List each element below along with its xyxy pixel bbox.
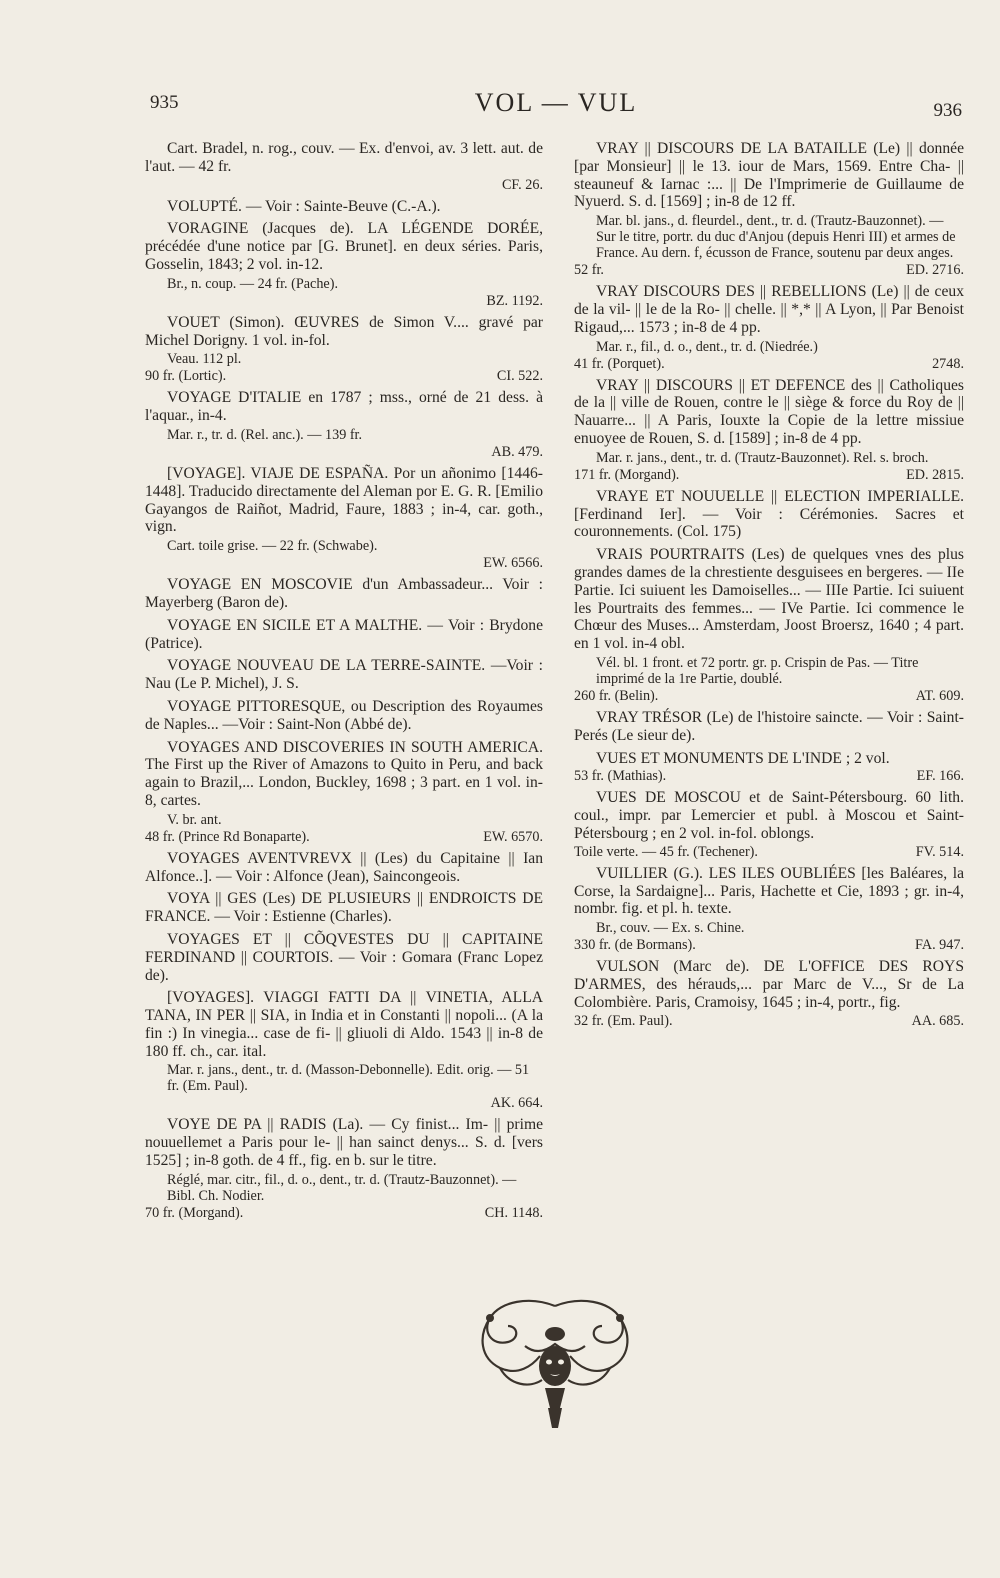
- entry-price-line: [574, 356, 964, 372]
- entry-text: VOYAGE EN SICILE ET A MALTHE. — Voir : Brydone (Patrice).: [145, 616, 543, 652]
- catalogue-entry: [145, 220, 543, 308]
- entry-text: VOYE DE PA || RADIS (La). — Cy finist... Im- || prime nouuellemet a Paris pour le- || han sainct denys... S. d. [vers 1525] ; in-8 goth. de 4 ff., fig. en b. sur le titre.: [145, 1116, 543, 1170]
- entry-text: VOYAGES AVENTVREVX || (Les) du Capitaine || Ian Alfonce..]. — Voir : Alfonce (Jean), Saincongeois.: [145, 849, 543, 885]
- entry-price-line: [574, 688, 964, 704]
- catalogue-entry: [145, 617, 543, 653]
- right-column: [574, 140, 964, 1034]
- entry-binding-note: Réglé, mar. citr., fil., d. o., dent., tr. d. (Trautz-Bauzonnet). — Bibl. Ch. Nodier.: [167, 1171, 517, 1204]
- entry-reference: ED. 2815.: [906, 466, 964, 483]
- entry-price-line: [145, 293, 543, 309]
- entry-text: VULSON (Marc de). DE L'OFFICE DES ROYS D'ARMES, des hérauds,... par Marc de V..., Sr de La Colombière. Paris, Cramoisy, 1645 ; in-4, portr., fig.: [574, 958, 964, 1011]
- catalogue-entry: [574, 709, 964, 745]
- entry-text: Cart. Bradel, n. rog., couv. — Ex. d'envoi, av. 3 lett. aut. de l'aut. — 42 fr.: [145, 140, 543, 175]
- page-header: [150, 88, 962, 128]
- entry-reference: AK. 664.: [490, 1095, 543, 1112]
- catalogue-entry: [574, 377, 964, 483]
- entry-binding-note: Vél. bl. 1 front. et 72 portr. gr. p. Crispin de Pas. — Titre imprimé de la 1re Partie, doublé.: [596, 654, 919, 687]
- entry-reference: BZ. 1192.: [486, 292, 543, 309]
- entry-text: [VOYAGES]. VIAGGI FATTI DA || VINETIA, ALLA TANA, IN PER || SIA, in India et in Constanti || nopoli... (A la fin :) In vinegia... case de fi- || gliuoli di Aldo. 1543 || in-8 de 180 ff. ch., car. ital.: [145, 989, 543, 1060]
- catalogue-entry: [574, 750, 964, 785]
- entry-binding-note: Veau. 112 pl.: [167, 351, 242, 368]
- entry-text: VOYA || GES (Les) DE PLUSIEURS || ENDROICTS DE FRANCE. — Voir : Estienne (Charles).: [145, 890, 543, 926]
- entry-price: 70 fr. (Morgand).: [145, 1204, 244, 1221]
- entry-price-line: [574, 262, 964, 278]
- entry-price-line: [145, 555, 543, 571]
- entry-reference: CH. 1148.: [484, 1204, 543, 1221]
- entry-price: 90 fr. (Lortic).: [145, 368, 227, 385]
- entry-text: [VOYAGE]. VIAJE DE ESPAÑA. Por un añonimo [1446-1448]. Traducido directamente del Aleman por E. G. R. [Emilio Gayangos de Raiñot, Madrid, Faure, 1883 ; in-4, car. goth., vign.: [145, 464, 543, 536]
- entry-price-line: [574, 768, 964, 784]
- catalogue-entry: [145, 465, 543, 571]
- entry-text: VOUET (Simon). ŒUVRES de Simon V.... gravé par Michel Dorigny. 1 vol. in-fol.: [145, 313, 543, 349]
- entry-binding-note: Cart. toile grise. — 22 fr. (Schwabe).: [167, 538, 378, 555]
- entry-text: VRAYE ET NOUUELLE || ELECTION IMPERIALLE. [Ferdinand Ier]. — Voir : Cérémonies. Sacres et couronnements. (Col. 175): [574, 487, 964, 541]
- entry-binding-note: Mar. r. jans., dent., tr. d. (Masson-Debonnelle). Edit. orig. — 51 fr. (Em. Paul).: [167, 1062, 530, 1095]
- entry-price-line: [145, 177, 543, 193]
- page-number-left: 935: [150, 92, 179, 113]
- entry-binding-note: Br., couv. — Ex. s. Chine.: [596, 920, 745, 937]
- entry-text: VOYAGES AND DISCOVERIES IN SOUTH AMERICA. The First up the River of Amazons to Quito in Peru, and back again to Brazil,... London, Buckley, 1698 ; 3 part. en 1 vol. in-8, cartes.: [145, 738, 543, 809]
- entry-price-line: [574, 1013, 964, 1029]
- entry-reference: 2748.: [932, 355, 964, 372]
- entry-binding-note: Mar. r., tr. d. (Rel. anc.). — 139 fr.: [167, 426, 363, 443]
- catalogue-entry: [145, 931, 543, 984]
- catalogue-entry: [145, 140, 543, 193]
- catalogue-entry: [574, 865, 964, 953]
- entry-price: 52 fr.: [574, 262, 604, 279]
- entry-text: VORAGINE (Jacques de). LA LÉGENDE DORÉE, précédée d'une notice par [G. Brunet]. en deux séries. Paris, Gosselin, 1843; 2 vol. in-12.: [145, 220, 543, 273]
- entry-reference: EW. 6570.: [483, 828, 543, 845]
- left-column: [145, 140, 543, 1226]
- entry-text: VRAY || DISCOURS || ET DEFENCE des || Catholiques de la || ville de Rouen, contre le || siège & force du Roy de || Nauarre... || A Paris, Iouxte la Copie de la lettre missiue enuoyee de Rouen, S. d. [1589] ; in-8 de 4 pp.: [574, 376, 964, 447]
- entry-price-line: [145, 1095, 543, 1111]
- catalogue-entry: [145, 739, 543, 845]
- catalogue-entry: [574, 958, 964, 1028]
- catalogue-entry: [574, 140, 964, 278]
- entry-reference: AA. 685.: [911, 1012, 964, 1029]
- entry-binding-note: Mar. r., fil., d. o., dent., tr. d. (Niedrée.): [596, 338, 818, 355]
- catalogue-entry: [574, 488, 964, 541]
- entry-price: 260 fr. (Belin).: [574, 687, 659, 704]
- entry-price-line: [574, 467, 964, 483]
- catalogue-entry: [145, 1116, 543, 1220]
- catalogue-entry: [145, 576, 543, 612]
- catalogue-entry: [145, 698, 543, 734]
- entry-price-line: [145, 829, 543, 845]
- entry-price: 41 fr. (Porquet).: [574, 355, 665, 372]
- entry-text: VRAY DISCOURS DES || REBELLIONS (Le) || de ceux de la vil- || le de la Ro- || chelle. || *,* || A Lyon, || Par Benoist Rigaud,... 1573 ; in-8 de 4 pp.: [574, 283, 964, 336]
- entry-price: 53 fr. (Mathias).: [574, 768, 667, 785]
- entry-reference: AT. 609.: [915, 687, 964, 704]
- entry-price-line: [574, 844, 964, 860]
- entry-text: VRAY TRÉSOR (Le) de l'histoire saincte. — Voir : Saint-Perés (Le sieur de).: [574, 708, 964, 744]
- entry-reference: ED. 2716.: [906, 262, 964, 279]
- entry-reference: FA. 947.: [914, 937, 964, 954]
- floral-tailpiece-icon: [470, 1296, 640, 1434]
- entry-text: VOYAGES ET || CÕQVESTES DU || CAPITAINE FERDINAND || COURTOIS. — Voir : Gomara (Franc Lopez de).: [145, 930, 543, 984]
- entry-text: VOYAGE NOUVEAU DE LA TERRE-SAINTE. —Voir : Nau (Le P. Michel), J. S.: [145, 657, 543, 693]
- entry-price: 171 fr. (Morgand).: [574, 466, 680, 483]
- entry-reference: AB. 479.: [491, 443, 543, 460]
- catalogue-entry: [145, 850, 543, 886]
- catalogue-entry: [574, 283, 964, 371]
- entry-binding-note: Br., n. coup. — 24 fr. (Pache).: [167, 275, 339, 292]
- entry-reference: EW. 6566.: [483, 555, 543, 572]
- page-number-right: 936: [933, 100, 962, 121]
- catalogue-entry: [145, 198, 543, 216]
- catalogue-entry: [574, 789, 964, 859]
- entry-text: VOYAGE D'ITALIE en 1787 ; mss., orné de 21 dess. à l'aquar., in-4.: [145, 389, 543, 425]
- entry-binding-note: Mar. bl. jans., d. fleurdel., dent., tr. d. (Trautz-Bauzonnet). — Sur le titre, portr. du duc d'Anjou (depuis Henri III) et armes de France. Au dern. f, écusson de France, soutenu par deux anges.: [596, 213, 956, 262]
- catalogue-entry: [145, 657, 543, 693]
- entry-text: VRAIS POURTRAITS (Les) de quelques vnes des plus grandes dames de la chrestiente desguisees en bergeres. — IIe Partie. Ici suiuent les Damoiselles... — IIIe Partie. Ici suiuent les Pourtraits des femmes... — IVe Partie. Ici commence le Chœur des Muses... Amsterdam, Joost Broersz, 1640 ; 4 part. en 1 vol. in-4 obl.: [574, 546, 964, 653]
- catalogue-entry: [145, 890, 543, 926]
- entry-reference: EF. 166.: [916, 768, 964, 785]
- entry-price-line: [145, 368, 543, 384]
- catalogue-entry: [145, 989, 543, 1111]
- entry-text: VOYAGE PITTORESQUE, ou Description des Royaumes de Naples... —Voir : Saint-Non (Abbé de).: [145, 697, 543, 733]
- entry-price: Toile verte. — 45 fr. (Techener).: [574, 843, 758, 860]
- entry-reference: CF. 26.: [501, 176, 543, 193]
- catalogue-entry: [574, 546, 964, 704]
- entry-price: 32 fr. (Em. Paul).: [574, 1012, 673, 1029]
- entry-price-line: [145, 444, 543, 460]
- entry-price-line: [145, 1205, 543, 1221]
- entry-text: VOLUPTÉ. — Voir : Sainte-Beuve (C.-A.).: [167, 197, 441, 215]
- running-title: VOL — VUL: [474, 88, 638, 117]
- entry-binding-note: Mar. r. jans., dent., tr. d. (Trautz-Bauzonnet). Rel. s. broch.: [596, 449, 929, 466]
- entry-binding-note: V. br. ant.: [167, 811, 222, 828]
- entry-price: 330 fr. (de Bormans).: [574, 937, 696, 954]
- entry-reference: FV. 514.: [915, 843, 964, 860]
- entry-text: VOYAGE EN MOSCOVIE d'un Ambassadeur... Voir : Mayerberg (Baron de).: [145, 576, 543, 611]
- entry-text: VRAY || DISCOURS DE LA BATAILLE (Le) || donnée [par Monsieur] || le 13. iour de Mars, 1569. Entre Cha- || steauneuf & Iarnac :... || De l'Imprimerie de Guillaume de Nyuerd. S. d. [1569] ; in-8 de 12 ff.: [574, 140, 964, 211]
- entry-text: VUES ET MONUMENTS DE L'INDE ; 2 vol.: [596, 749, 890, 767]
- entry-reference: CI. 522.: [496, 368, 543, 385]
- entry-text: VUILLIER (G.). LES ILES OUBLIÉES [les Baléares, la Corse, la Sardaigne]... Paris, Hachette et Cie, 1893 ; gr. in-4, nombr. fig. et pl. h. texte.: [574, 864, 964, 918]
- catalogue-entry: [145, 314, 543, 385]
- entry-price: 48 fr. (Prince Rd Bonaparte).: [145, 828, 310, 845]
- entry-text: VUES DE MOSCOU et de Saint-Pétersbourg. 60 lith. coul., impr. par Lemercier et publ. à Moscou et Saint-Pétersbourg ; en 2 vol. in-fol. oblongs.: [574, 789, 964, 842]
- entry-price-line: [574, 937, 964, 953]
- catalogue-entry: [145, 389, 543, 460]
